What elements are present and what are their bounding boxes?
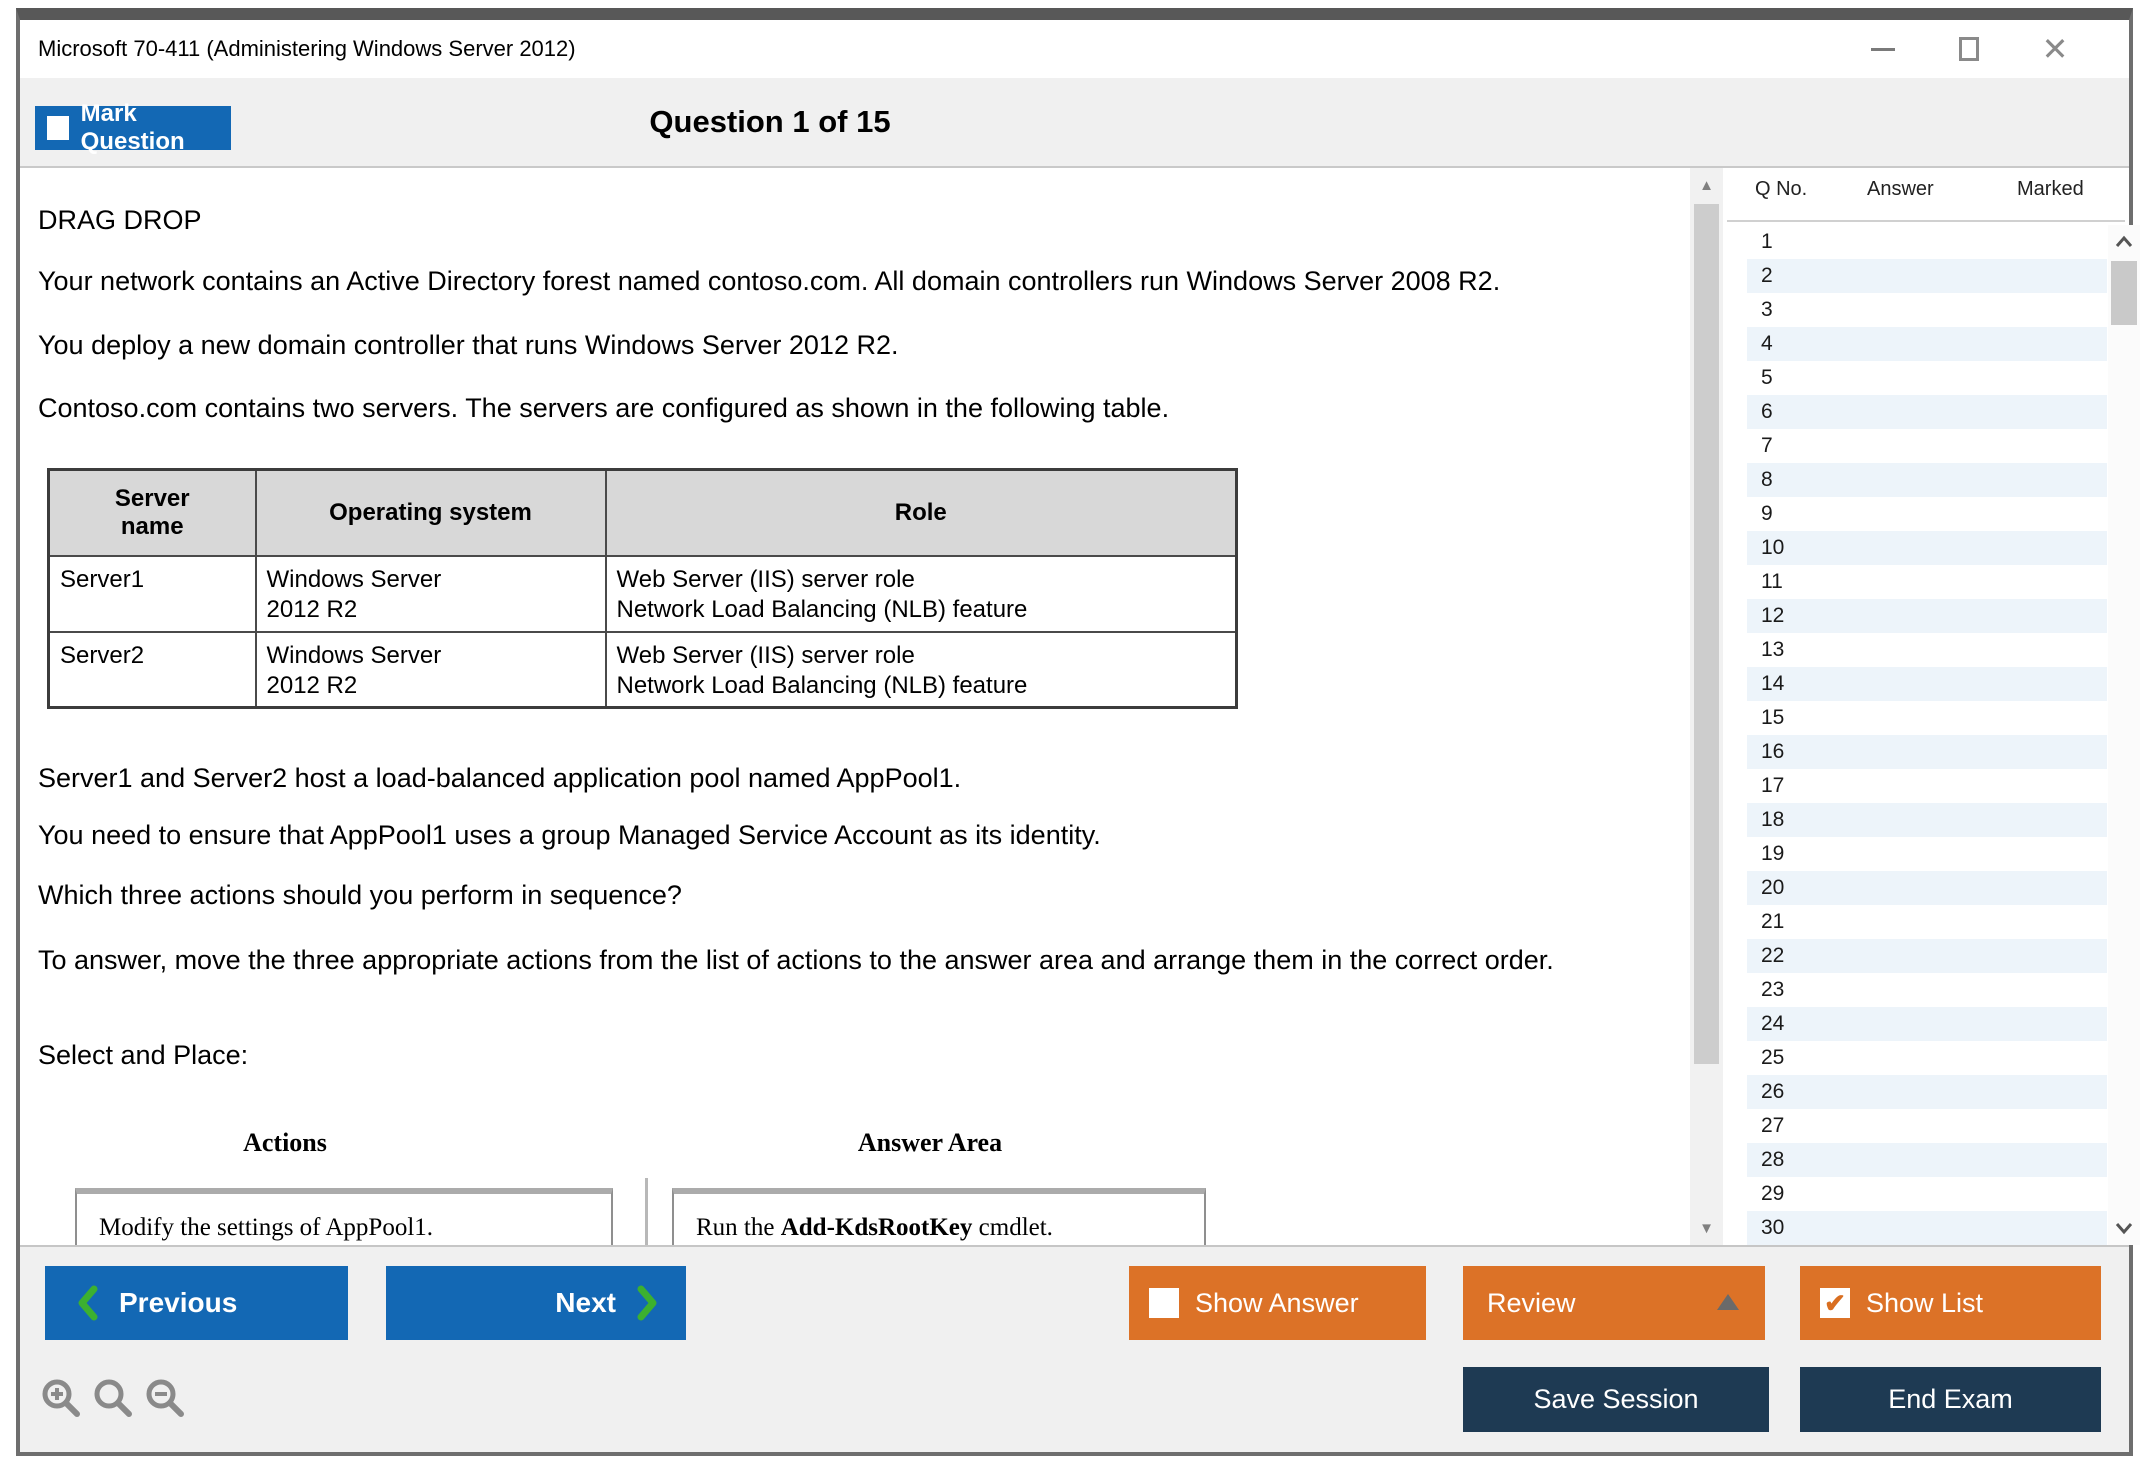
question-number: 8 (1761, 468, 1773, 491)
question-number: 1 (1761, 230, 1773, 253)
question-number: 16 (1761, 740, 1785, 763)
question-list-item-13[interactable] (1747, 633, 2107, 667)
question-number: 29 (1761, 1182, 1785, 1205)
question-number: 17 (1761, 774, 1785, 797)
question-number: 24 (1761, 1012, 1785, 1035)
window-title: Microsoft 70-411 (Administering Windows Server 2012) (38, 36, 576, 61)
question-counter: Question 1 of 15 (649, 104, 891, 139)
save-session-button[interactable] (1463, 1367, 1769, 1432)
review-label: Review (1487, 1287, 1576, 1318)
question-number: 10 (1761, 536, 1785, 559)
minimize-icon[interactable] (1868, 32, 1898, 66)
operating-system-cell: Windows Server 2012 R2 (256, 556, 606, 632)
scroll-down-arrow-icon[interactable]: ▼ (1699, 1219, 1714, 1237)
question-list-item-11[interactable] (1747, 565, 2107, 599)
question-number: 26 (1761, 1080, 1785, 1103)
question-type-label: DRAG DROP (38, 205, 202, 235)
question-list-item-3[interactable] (1747, 293, 2107, 327)
show-list-checkbox-icon[interactable]: ✔ (1820, 1288, 1850, 1318)
question-list-item-21[interactable] (1747, 905, 2107, 939)
question-list-item-10[interactable] (1747, 531, 2107, 565)
question-list (1747, 225, 2107, 1245)
action-card-modify-apppool[interactable] (75, 1188, 613, 1245)
question-paragraph: You need to ensure that AppPool1 uses a group Managed Service Account as its identity. (38, 820, 1101, 850)
server-table-row (49, 632, 1237, 708)
question-list-item-23[interactable] (1747, 973, 2107, 1007)
question-list-item-15[interactable] (1747, 701, 2107, 735)
content-scrollbar[interactable] (1690, 168, 1723, 1245)
role-cell: Web Server (IIS) server role Network Load Balancing (NLB) feature (606, 632, 1237, 708)
question-paragraph: To answer, move the three appropriate actions from the list of actions to the answer area and arrange them in the correct order. (38, 945, 1554, 975)
question-list-item-28[interactable] (1747, 1143, 2107, 1177)
question-list-scrollbar[interactable] (2108, 225, 2140, 1245)
review-button[interactable] (1463, 1266, 1765, 1340)
question-list-item-16[interactable] (1747, 735, 2107, 769)
show-answer-label: Show Answer (1195, 1287, 1359, 1318)
table-header-row (49, 470, 1237, 556)
question-number: 5 (1761, 366, 1773, 389)
question-list-item-24[interactable] (1747, 1007, 2107, 1041)
question-number: 15 (1761, 706, 1785, 729)
question-number: 19 (1761, 842, 1785, 865)
zoom-controls (40, 1377, 188, 1421)
role-cell: Web Server (IIS) server role Network Load Balancing (NLB) feature (606, 556, 1237, 632)
next-label: Next (555, 1287, 616, 1318)
server-config-table (47, 468, 1238, 709)
answer-card-text: Run the (696, 1214, 781, 1241)
question-list-item-20[interactable] (1747, 871, 2107, 905)
question-list-item-19[interactable] (1747, 837, 2107, 871)
question-list-item-4[interactable] (1747, 327, 2107, 361)
question-number: 22 (1761, 944, 1785, 967)
question-number: 20 (1761, 876, 1785, 899)
column-header-answer: Answer (1867, 178, 1934, 200)
question-list-item-7[interactable] (1747, 429, 2107, 463)
bottom-toolbar (20, 1245, 2129, 1452)
question-list-item-2[interactable] (1747, 259, 2107, 293)
next-button[interactable] (386, 1266, 686, 1340)
server-name-cell: Server1 (49, 556, 256, 632)
question-list-item-8[interactable] (1747, 463, 2107, 497)
question-paragraph: Contoso.com contains two servers. The servers are configured as shown in the following table. (38, 393, 1170, 423)
server-table-row (49, 556, 1237, 632)
answer-card-text: cmdlet. (972, 1214, 1053, 1241)
zoom-in-icon[interactable] (40, 1377, 84, 1421)
question-paragraph: Server1 and Server2 host a load-balanced application pool named AppPool1. (38, 763, 962, 793)
question-number: 27 (1761, 1114, 1785, 1137)
question-list-item-12[interactable] (1747, 599, 2107, 633)
question-list-item-26[interactable] (1747, 1075, 2107, 1109)
window-controls (1868, 20, 2070, 78)
chevron-left-icon (75, 1285, 99, 1321)
question-number: 23 (1761, 978, 1785, 1001)
operating-system-cell: Windows Server 2012 R2 (256, 632, 606, 708)
previous-button[interactable] (45, 1266, 348, 1340)
question-number: 11 (1761, 570, 1783, 593)
triangle-up-icon (1717, 1294, 1739, 1310)
close-icon[interactable]: ✕ (2041, 31, 2069, 67)
question-list-item-25[interactable] (1747, 1041, 2107, 1075)
content-scrollbar-thumb[interactable] (1694, 204, 1719, 1064)
answer-area-heading: Answer Area (857, 1128, 1003, 1157)
question-number: 18 (1761, 808, 1785, 831)
show-list-button[interactable] (1800, 1266, 2101, 1340)
question-list-item-30[interactable] (1747, 1211, 2107, 1245)
maximize-icon[interactable] (1954, 32, 1984, 66)
show-answer-button[interactable] (1129, 1266, 1426, 1340)
header-strip (20, 78, 2129, 168)
exam-player-window (16, 8, 2133, 1456)
zoom-out-icon[interactable] (144, 1377, 188, 1421)
question-list-item-22[interactable] (1747, 939, 2107, 973)
question-paragraph: Your network contains an Active Directory forest named contoso.com. All domain controllers run Windows Server 2008 R2. (38, 266, 1501, 296)
show-answer-checkbox-icon[interactable] (1149, 1288, 1179, 1318)
mark-question-label: Mark Question (80, 100, 185, 155)
question-number: 13 (1761, 638, 1785, 661)
question-paragraph: Which three actions should you perform in sequence? (38, 880, 682, 910)
question-number: 14 (1761, 672, 1785, 695)
list-scroll-up-icon[interactable] (2108, 227, 2140, 257)
question-list-item-9[interactable] (1747, 497, 2107, 531)
question-number: 21 (1761, 910, 1785, 933)
question-list-item-17[interactable] (1747, 769, 2107, 803)
answer-card-cmdlet-name: Add-KdsRootKey (780, 1214, 973, 1241)
col-header-role: Role (606, 470, 1237, 556)
show-list-label: Show List (1866, 1287, 1984, 1318)
question-number: 12 (1761, 604, 1785, 627)
select-and-place-label: Select and Place: (38, 1040, 249, 1070)
save-session-label: Save Session (1533, 1384, 1699, 1414)
question-number: 4 (1761, 332, 1773, 355)
question-number: 2 (1761, 264, 1773, 287)
question-list-item-6[interactable] (1747, 395, 2107, 429)
scroll-up-arrow-icon[interactable]: ▲ (1699, 176, 1714, 194)
sidebar-header-divider (1727, 220, 2125, 222)
server-name-cell: Server2 (49, 632, 256, 708)
zoom-reset-icon[interactable] (92, 1377, 136, 1421)
question-paragraph: You deploy a new domain controller that runs Windows Server 2012 R2. (38, 330, 899, 360)
end-exam-button[interactable] (1800, 1367, 2101, 1432)
question-number: 25 (1761, 1046, 1785, 1069)
col-header-operating-system: Operating system (256, 470, 606, 556)
question-number: 3 (1761, 298, 1773, 321)
col-header-server-name: Server name (49, 470, 256, 556)
question-list-item-27[interactable] (1747, 1109, 2107, 1143)
question-number: 28 (1761, 1148, 1785, 1171)
question-list-scrollbar-thumb[interactable] (2111, 261, 2137, 325)
question-number: 9 (1761, 502, 1773, 525)
action-card-text: Modify the settings of AppPool1. (99, 1214, 434, 1241)
end-exam-label: End Exam (1888, 1384, 2013, 1414)
answer-card-add-kdsrootkey[interactable] (672, 1188, 1206, 1245)
actions-heading: Actions (243, 1128, 327, 1157)
question-list-panel (1723, 168, 2129, 1245)
question-list-item-18[interactable] (1747, 803, 2107, 837)
column-header-qno: Q No. (1755, 178, 1808, 200)
title-bar (20, 20, 2129, 78)
previous-label: Previous (119, 1287, 238, 1318)
question-number: 6 (1761, 400, 1773, 423)
question-list-item-5[interactable] (1747, 361, 2107, 395)
question-list-item-29[interactable] (1747, 1177, 2107, 1211)
question-list-item-1[interactable] (1747, 225, 2107, 259)
list-scroll-down-icon[interactable] (2108, 1213, 2140, 1243)
question-number: 7 (1761, 434, 1773, 457)
actions-answer-divider (645, 1178, 648, 1245)
chevron-right-icon (636, 1285, 660, 1321)
column-header-marked: Marked (2017, 178, 2084, 200)
question-list-item-14[interactable] (1747, 667, 2107, 701)
question-number: 30 (1761, 1216, 1785, 1239)
